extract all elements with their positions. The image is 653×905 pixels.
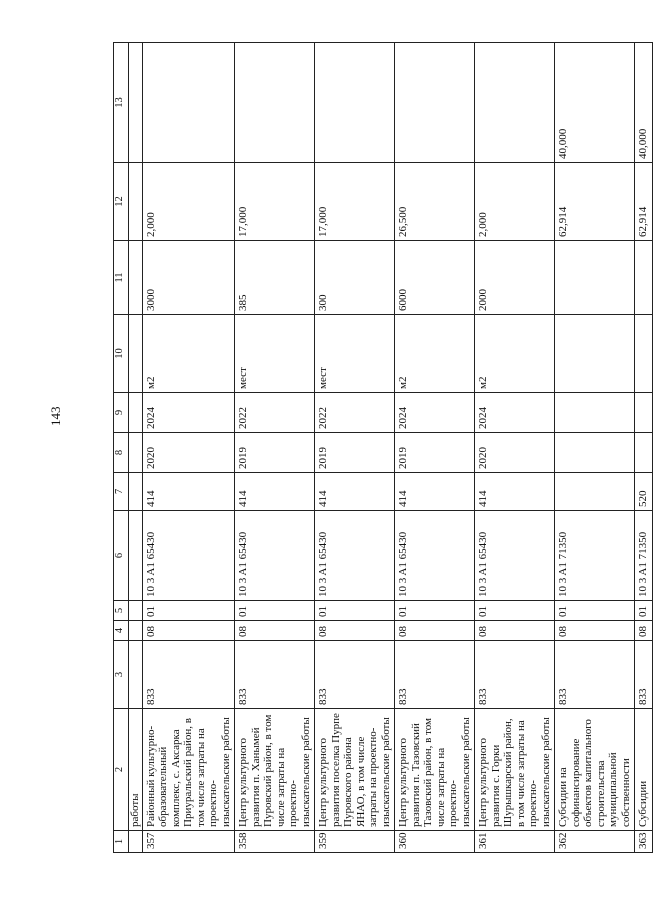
cell-c13 xyxy=(475,43,555,163)
row-number: 361 xyxy=(475,831,555,853)
cell-c7: 414 xyxy=(235,473,315,511)
object-name: Центр культурного развития п. Ханымей Пуровский район, в том числе затраты на проектно-изыскательские работы xyxy=(235,709,315,831)
cell-c11 xyxy=(635,241,653,315)
header-cell: 11 xyxy=(114,241,129,315)
cell-c7: 414 xyxy=(142,473,235,511)
row-number: 359 xyxy=(315,831,395,853)
cell-c10 xyxy=(635,315,653,393)
cell-c4: 08 xyxy=(142,621,235,641)
table-row xyxy=(315,43,395,853)
cell-c3: 833 xyxy=(315,641,395,709)
cell-c9: 2024 xyxy=(475,393,555,433)
cell-c4: 08 xyxy=(555,621,635,641)
cell-c5: 01 xyxy=(555,601,635,621)
cell-c5: 01 xyxy=(142,601,235,621)
cell-c11: 6000 xyxy=(395,241,475,315)
header-cell: 1 xyxy=(114,831,129,853)
cell-c3: 833 xyxy=(235,641,315,709)
row-number: 357 xyxy=(142,831,235,853)
cell-c7 xyxy=(555,473,635,511)
cell-c13 xyxy=(142,43,235,163)
continuation-text: работы xyxy=(129,709,143,831)
object-name: Центр культурного развития п. Тазовский Тазовский район, в том числе затраты на проектно-изыскательские работы xyxy=(395,709,475,831)
rotated-table-area xyxy=(113,43,649,853)
header-cell: 13 xyxy=(114,43,129,163)
object-name: Центр культурного развития с. Горки Шурышкарский район, в том числе затраты на проектно-изыскательские работы xyxy=(475,709,555,831)
page-number-text: 143 xyxy=(48,406,63,426)
row-number: 360 xyxy=(395,831,475,853)
cell-c8: 2019 xyxy=(315,433,395,473)
object-name: Районный культурно-образовательный комплекс, с. Аксарка Приуральский район, в том числе затраты на проектно-изыскательские работы xyxy=(142,709,235,831)
object-name: Центр культурного развития поселка Пурпе Пуровского района ЯНАО, в том числе затраты на проектно-изыскательские работы xyxy=(315,709,395,831)
cell-c5: 01 xyxy=(635,601,653,621)
cell-c11: 300 xyxy=(315,241,395,315)
cell-c11: 385 xyxy=(235,241,315,315)
cell-c4: 08 xyxy=(235,621,315,641)
cell-c10 xyxy=(555,315,635,393)
row-number: 358 xyxy=(235,831,315,853)
cell-c12: 2,000 xyxy=(475,163,555,241)
table-row xyxy=(555,43,635,853)
cell-c12: 26,500 xyxy=(395,163,475,241)
cell-c3: 833 xyxy=(395,641,475,709)
row-number: 363 xyxy=(635,831,653,853)
header-cell: 10 xyxy=(114,315,129,393)
cell-c10: мест xyxy=(315,315,395,393)
object-name: Субсидии xyxy=(635,709,653,831)
cell-c12: 2,000 xyxy=(142,163,235,241)
cell-c3: 833 xyxy=(475,641,555,709)
cell-c4: 08 xyxy=(635,621,653,641)
cell-c8: 2019 xyxy=(235,433,315,473)
cell-c10: м2 xyxy=(395,315,475,393)
cell-c4: 08 xyxy=(315,621,395,641)
cell-c9: 2024 xyxy=(142,393,235,433)
cell-c4: 08 xyxy=(475,621,555,641)
cell-c9: 2022 xyxy=(235,393,315,433)
header-cell: 5 xyxy=(114,601,129,621)
header-cell: 2 xyxy=(114,709,129,831)
table-row xyxy=(142,43,235,853)
table-row xyxy=(475,43,555,853)
cell-c13 xyxy=(315,43,395,163)
header-row xyxy=(114,43,129,853)
cell-c12: 62,914 xyxy=(635,163,653,241)
cell-c9 xyxy=(635,393,653,433)
header-cell: 7 xyxy=(114,473,129,511)
budget-table xyxy=(113,42,653,853)
cell-c5: 01 xyxy=(475,601,555,621)
cell-c13 xyxy=(235,43,315,163)
table-row xyxy=(395,43,475,853)
cell-c11: 3000 xyxy=(142,241,235,315)
cell-c8: 2020 xyxy=(142,433,235,473)
cell-c6: 10 3 A1 65430 xyxy=(315,511,395,601)
cell-c12: 17,000 xyxy=(315,163,395,241)
cell-c6: 10 3 A1 71350 xyxy=(555,511,635,601)
cell-c11 xyxy=(555,241,635,315)
cell-c10: м2 xyxy=(475,315,555,393)
cell-c8: 2020 xyxy=(475,433,555,473)
cell-c8 xyxy=(635,433,653,473)
cell-c5: 01 xyxy=(235,601,315,621)
table-row xyxy=(635,43,653,853)
row-number: 362 xyxy=(555,831,635,853)
cell-c13: 40,000 xyxy=(635,43,653,163)
cell-c3: 833 xyxy=(142,641,235,709)
header-cell: 3 xyxy=(114,641,129,709)
page-number xyxy=(0,406,63,462)
cell-c11: 2000 xyxy=(475,241,555,315)
cell-c5: 01 xyxy=(395,601,475,621)
cell-c13: 40,000 xyxy=(555,43,635,163)
cell-c13 xyxy=(395,43,475,163)
header-cell: 8 xyxy=(114,433,129,473)
cell-c8: 2019 xyxy=(395,433,475,473)
cell-c4: 08 xyxy=(395,621,475,641)
table-row xyxy=(235,43,315,853)
cell-c6: 10 3 A1 65430 xyxy=(235,511,315,601)
cell-c8 xyxy=(555,433,635,473)
header-cell: 9 xyxy=(114,393,129,433)
cell-c7: 414 xyxy=(395,473,475,511)
header-cell: 12 xyxy=(114,163,129,241)
cell-c9: 2024 xyxy=(395,393,475,433)
cell-c3: 833 xyxy=(555,641,635,709)
cell-c10: мест xyxy=(235,315,315,393)
cell-c7: 414 xyxy=(315,473,395,511)
header-cell: 4 xyxy=(114,621,129,641)
cell-c7: 520 xyxy=(635,473,653,511)
header-cell: 6 xyxy=(114,511,129,601)
cell-c6: 10 3 A1 65430 xyxy=(395,511,475,601)
cell-c9 xyxy=(555,393,635,433)
cell-c12: 62,914 xyxy=(555,163,635,241)
cell-c6: 10 3 A1 71350 xyxy=(635,511,653,601)
continuation-row xyxy=(129,43,143,853)
cell-c6: 10 3 A1 65430 xyxy=(142,511,235,601)
cell-c10: м2 xyxy=(142,315,235,393)
cell-c5: 01 xyxy=(315,601,395,621)
cell-c7: 414 xyxy=(475,473,555,511)
object-name: Субсидии на софинансирование объектов капитального строительства муниципальной собственности xyxy=(555,709,635,831)
cell-c6: 10 3 A1 65430 xyxy=(475,511,555,601)
cell-c9: 2022 xyxy=(315,393,395,433)
cell-c3: 833 xyxy=(635,641,653,709)
cell-c12: 17,000 xyxy=(235,163,315,241)
